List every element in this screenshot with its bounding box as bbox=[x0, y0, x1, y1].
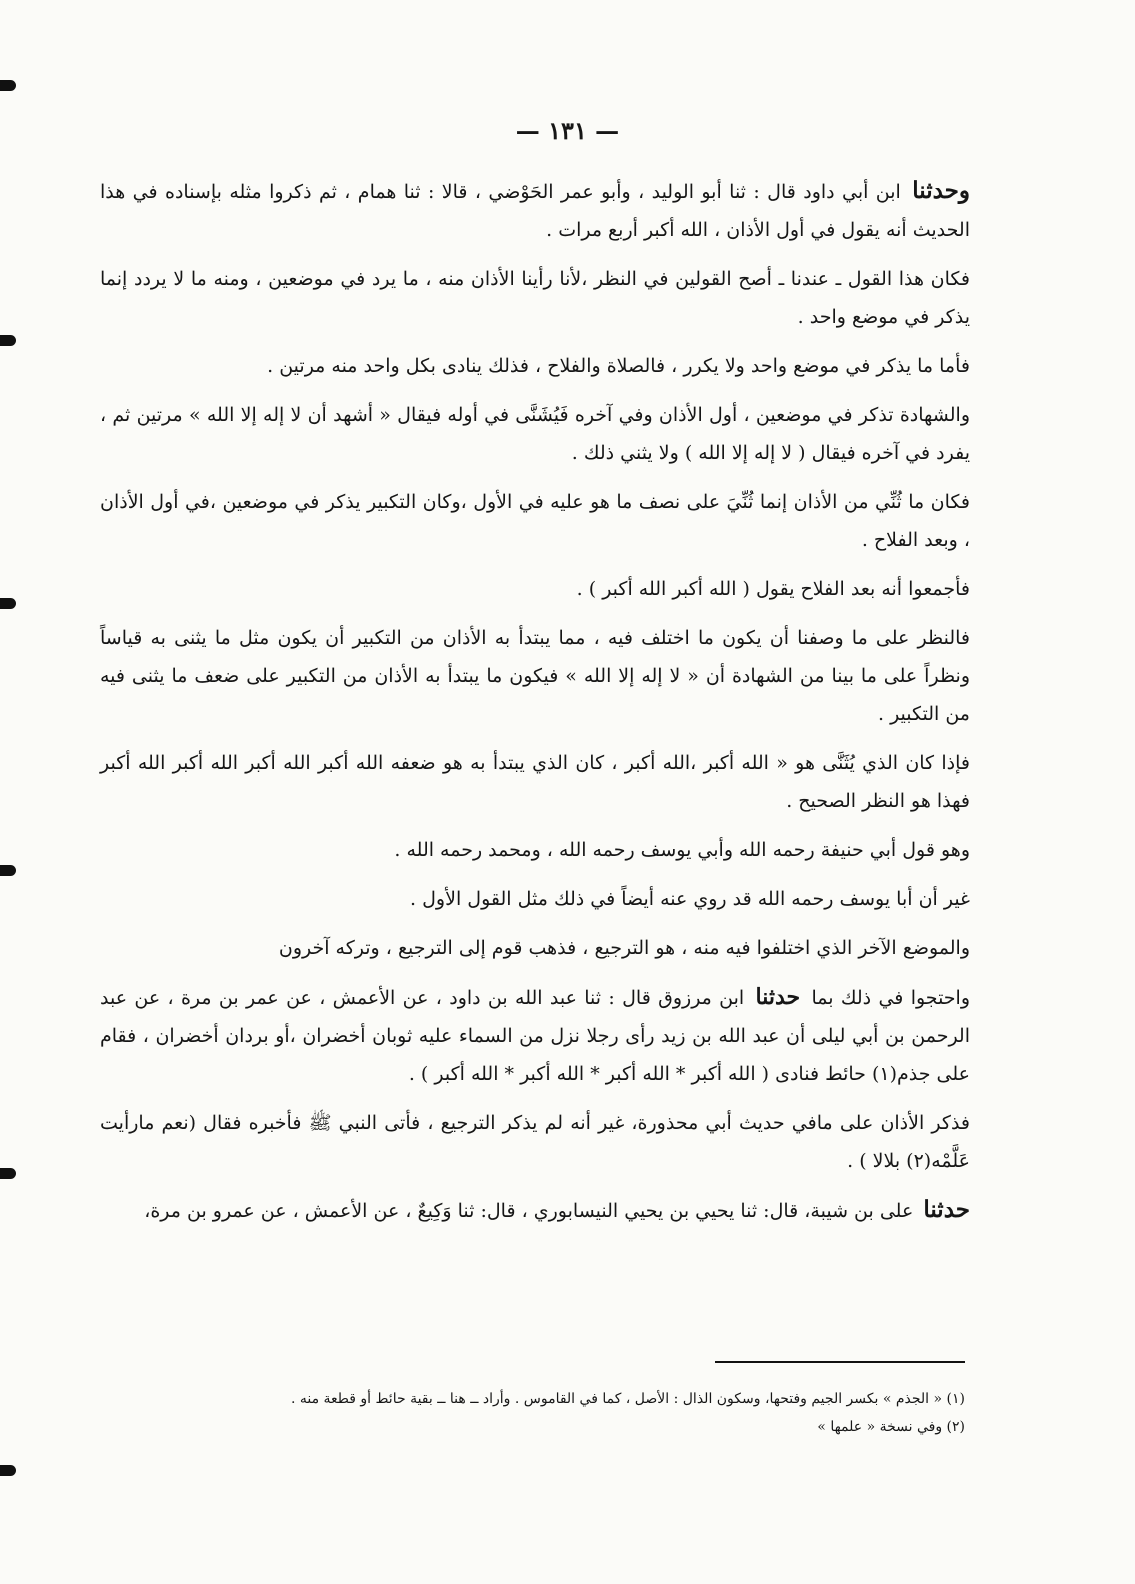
paragraph bbox=[100, 1104, 970, 1180]
scan-edge-mark bbox=[0, 865, 16, 876]
paragraph-text: والشهادة تذكر في موضعين ، أول الأذان وفي آخره فَيُشَنَّى في أوله فيقال « أشهد أن لا إله إلا الله » مرتين ثم ، يفرد في آخره فيقال ( لا إله إلا الله ) ولا يثني ذلك . bbox=[100, 404, 971, 464]
paragraph-text: فإذا كان الذي يُثَنَّى هو « الله أكبر ،الله أكبر ، كان الذي يبتدأ به هو ضعفه الله أكبر الله أكبر الله أكبر الله أكبر فهذا هو النظر الصحيح . bbox=[100, 752, 970, 812]
hadith-lead-word: حدثنا bbox=[923, 1196, 970, 1223]
paragraph bbox=[100, 396, 970, 472]
paragraph-text: على بن شيبة، قال: ثنا يحيي بن يحيي النيسابوري ، قال: ثنا وَكِيعٌ ، عن الأعمش ، عن عمرو بن مرة، bbox=[144, 1200, 914, 1222]
footnote: (١) « الجذم » بكسر الجيم وفتحها، وسكون الذال : الأصل ، كما في القاموس . وأراد ــ هنا ــ بقية حائط أو قطعة منه . bbox=[290, 1391, 965, 1407]
footnote: (٢) وفي نسخة « علمها » bbox=[817, 1419, 965, 1435]
paragraph bbox=[100, 347, 970, 385]
paragraph bbox=[100, 978, 970, 1093]
paragraph bbox=[100, 929, 970, 967]
paragraph-text: فكان هذا القول ـ عندنا ـ أصح القولين في النظر ،لأنا رأينا الأذان منه ، ما يرد في موضعين ، ومنه ما لا يردد إنما يذكر في موضع واحد . bbox=[100, 268, 970, 328]
paragraph-text: فذكر الأذان على مافي حديث أبي محذورة، غير أنه لم يذكر الترجيع ، فأتى النبي ﷺ فأخبره فقال (نعم مارأيت عَلَّمْه(٢) بلالا ) . bbox=[100, 1112, 970, 1172]
paragraph-text: ابن أبي داود قال : ثنا أبو الوليد ، وأبو عمر الحَوْضي ، قالا : ثنا همام ، ثم ذكروا مثله بإسناده في هذا الحديث أنه يقول في أول الأذان ، الله أكبر أربع مرات . bbox=[100, 181, 970, 241]
paragraph bbox=[100, 744, 970, 820]
paragraph bbox=[100, 880, 970, 918]
scan-edge-mark bbox=[0, 1168, 16, 1179]
paragraph bbox=[100, 260, 970, 336]
paragraph-text: فأما ما يذكر في موضع واحد ولا يكرر ، فالصلاة والفلاح ، فذلك ينادى بكل واحد منه مرتين . bbox=[267, 355, 970, 377]
scan-edge-mark bbox=[0, 80, 16, 91]
paragraph bbox=[100, 831, 970, 869]
main-text bbox=[100, 172, 970, 1241]
paragraph-text-before: واحتجوا في ذلك بما bbox=[811, 987, 971, 1009]
footnotes bbox=[100, 1385, 965, 1441]
paragraph bbox=[100, 483, 970, 559]
scan-edge-mark bbox=[0, 335, 16, 346]
paragraph-text: ابن مرزوق قال : ثنا عبد الله بن داود ، عن الأعمش ، عن عمر بن مرة ، عن عبد الرحمن بن أبي ليلى أن عبد الله بن زيد رأى رجلا نزل من السماء عليه ثوبان أخضران ،أو بردان أخضران ، فقام على جذم(١) حائط فنادى ( الله أكبر * الله أكبر * الله أكبر * الله أكبر ) . bbox=[100, 987, 970, 1085]
scan-edge-mark bbox=[0, 598, 16, 609]
page-number: — ١٣١ — bbox=[515, 116, 620, 145]
hadith-lead-word: وحدثنا bbox=[912, 177, 970, 204]
paragraph bbox=[100, 172, 970, 249]
scan-edge-mark bbox=[0, 1465, 16, 1476]
paragraph-text: فكان ما ثُنِّي من الأذان إنما ثُنِّيَ على نصف ما هو عليه في الأول ،وكان التكبير يذكر في موضعين ،في أول الأذان ، وبعد الفلاح . bbox=[100, 491, 970, 551]
paragraph-text: غير أن أبا يوسف رحمه الله قد روي عنه أيضاً في ذلك مثل القول الأول . bbox=[410, 888, 970, 910]
paragraph-text: فالنظر على ما وصفنا أن يكون ما اختلف فيه ، مما يبتدأ به الأذان من التكبير أن يكون مثل ما يثنى به قياساً ونظراً على ما بينا من الشهادة أن « لا إله إلا الله » فيكون ما يبتدأ به الأذان من التكبير على ضعف ما يثنى فيه من التكبير . bbox=[100, 627, 970, 725]
paragraph-text: فأجمعوا أنه بعد الفلاح يقول ( الله أكبر الله أكبر ) . bbox=[576, 578, 970, 600]
footnote-separator bbox=[715, 1361, 965, 1363]
paragraph bbox=[100, 1191, 970, 1230]
hadith-lead-word: حدثنا bbox=[755, 984, 801, 1010]
paragraph-text: والموضع الآخر الذي اختلفوا فيه منه ، هو الترجيع ، فذهب قوم إلى الترجيع ، وتركه آخرون bbox=[278, 937, 970, 959]
paragraph bbox=[100, 619, 970, 733]
paragraph-text: وهو قول أبي حنيفة رحمه الله وأبي يوسف رحمه الله ، ومحمد رحمه الله . bbox=[394, 839, 970, 861]
paragraph bbox=[100, 570, 970, 608]
